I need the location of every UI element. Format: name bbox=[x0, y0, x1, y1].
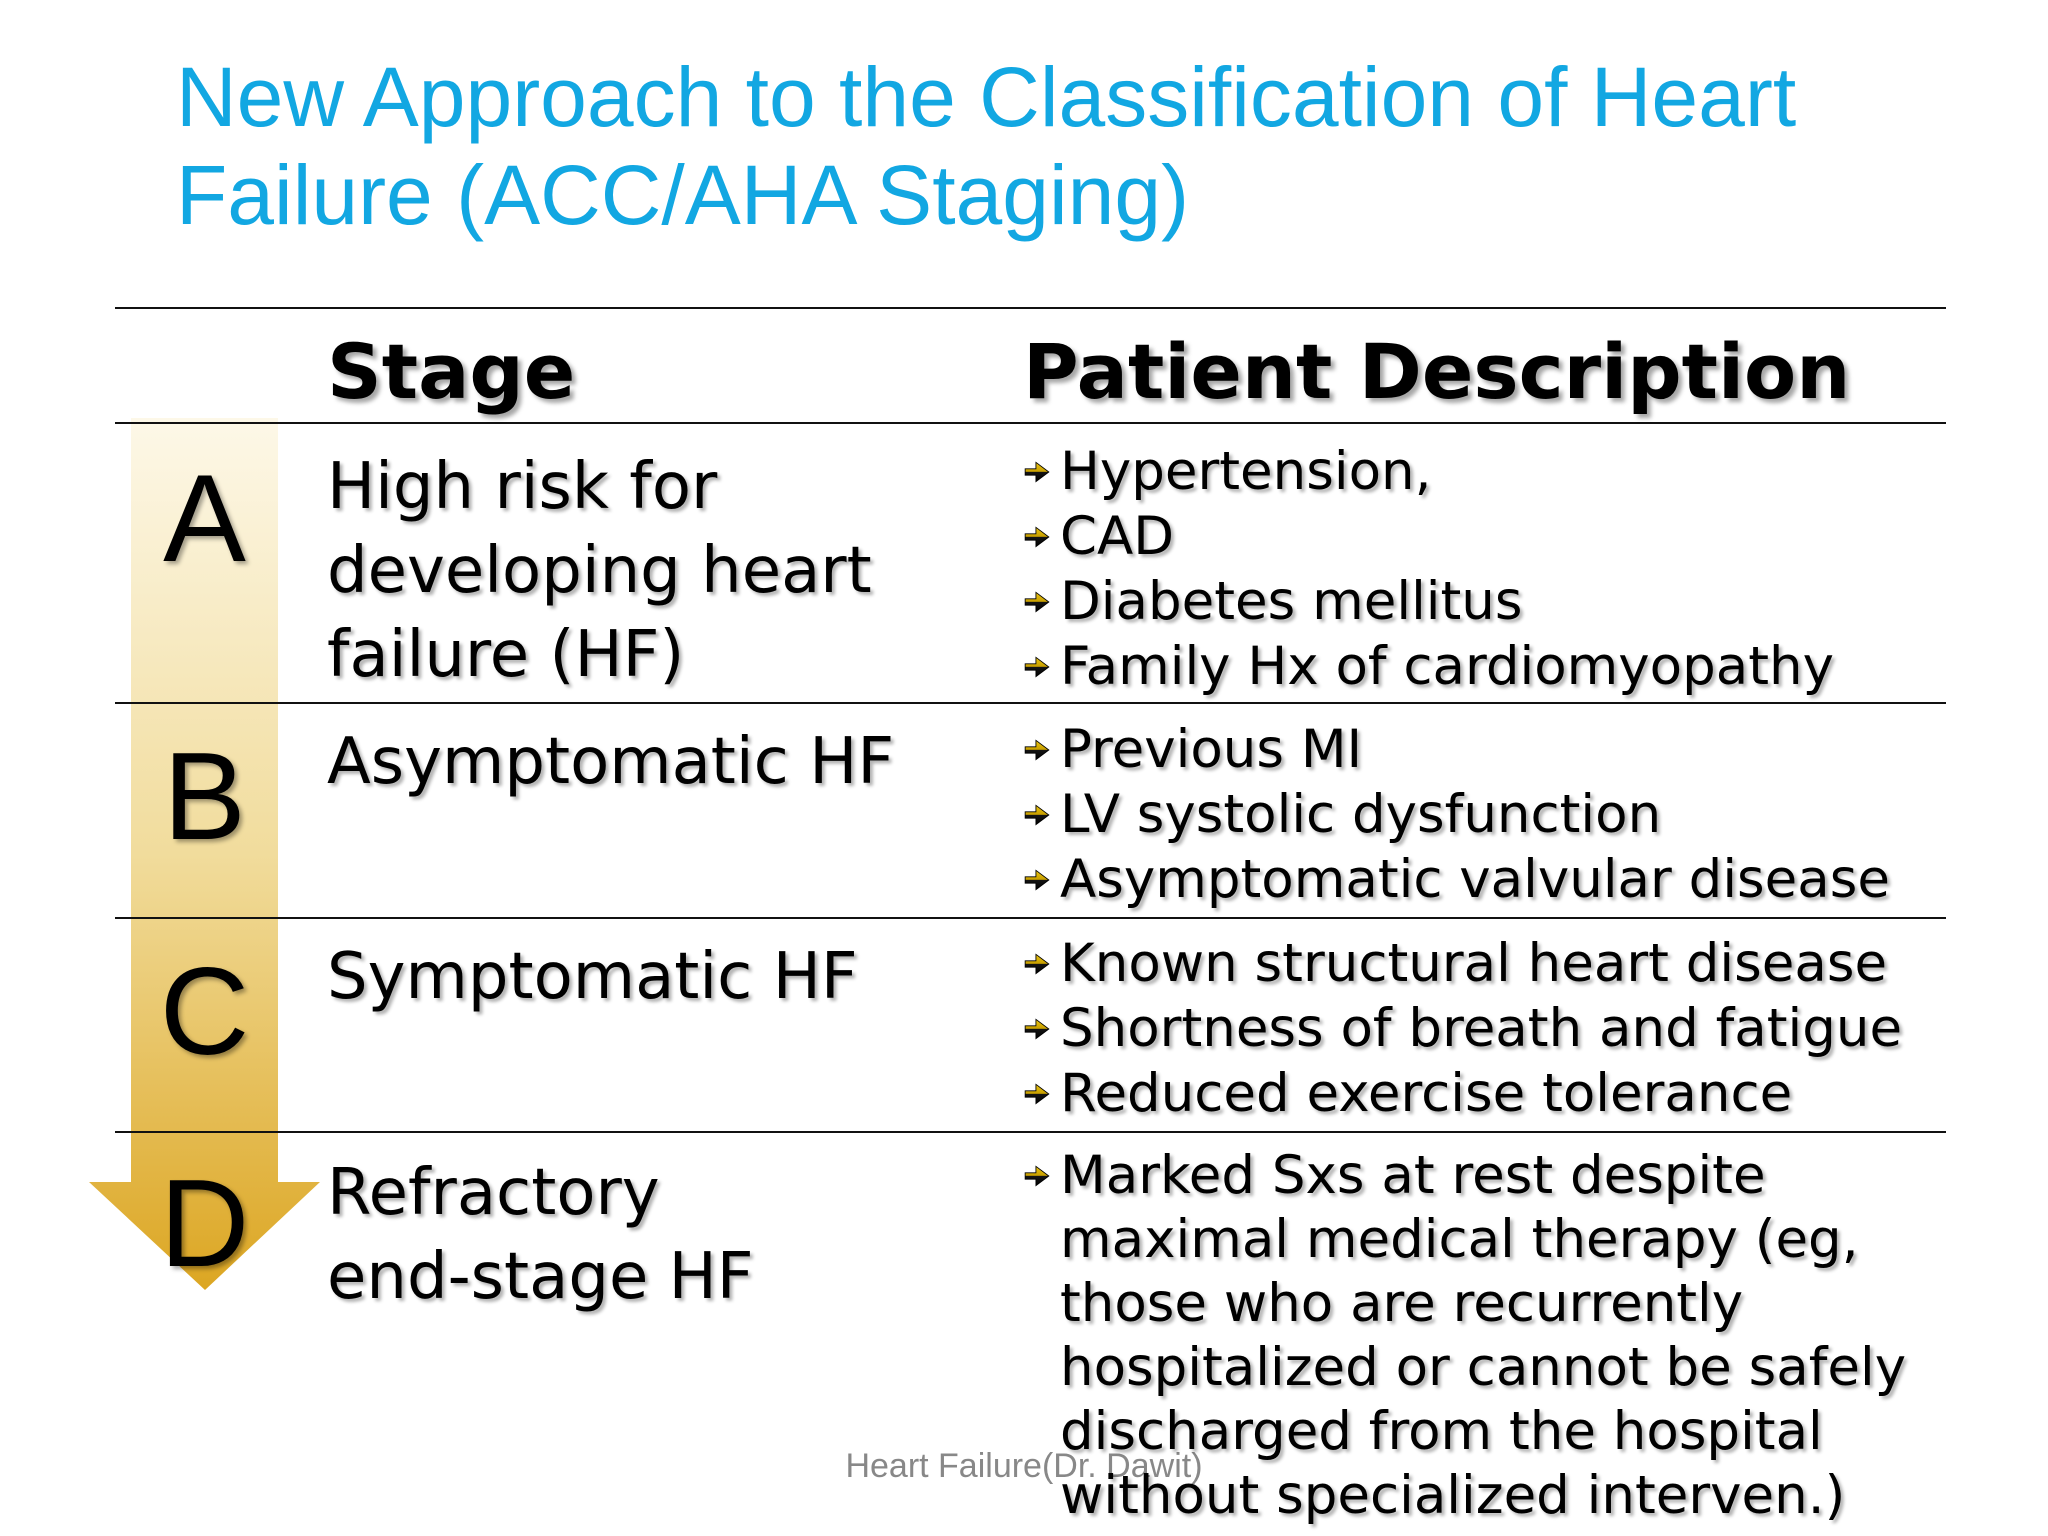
list-item-continuation: hospitalized or cannot be safely bbox=[1060, 1337, 1907, 1398]
header-stage: Stage bbox=[327, 327, 576, 416]
arrow-bullet-icon bbox=[1023, 653, 1060, 681]
stage-name-a bbox=[327, 445, 872, 697]
list-item bbox=[1023, 931, 1902, 996]
arrow-bullet-icon bbox=[1023, 950, 1060, 978]
stage-name-line: Symptomatic HF bbox=[327, 940, 858, 1014]
stage-name-line: end-stage HF bbox=[327, 1240, 754, 1314]
arrow-bullet-icon bbox=[1023, 866, 1060, 894]
list-item-continuation: without specialized interven.) bbox=[1060, 1465, 1846, 1526]
stage-letter-b: B bbox=[163, 728, 246, 866]
list-item bbox=[1023, 569, 1834, 634]
list-item bbox=[1023, 439, 1834, 504]
list-item-text: Reduced exercise tolerance bbox=[1060, 1063, 1793, 1124]
row-divider-b-c bbox=[115, 917, 1946, 919]
table-top-rule bbox=[115, 307, 1946, 309]
list-item-continuation: those who are recurrently bbox=[1060, 1273, 1744, 1334]
arrow-bullet-icon bbox=[1023, 801, 1060, 829]
slide-title-line-1: New Approach to the Classification of Heart bbox=[176, 50, 1797, 144]
stage-name-line: developing heart bbox=[327, 534, 872, 608]
description-list-a bbox=[1023, 439, 1834, 699]
list-item bbox=[1023, 782, 1890, 847]
list-item-continuation: discharged from the hospital bbox=[1060, 1401, 1823, 1462]
arrow-bullet-icon bbox=[1023, 736, 1060, 764]
description-list-c bbox=[1023, 931, 1902, 1126]
list-item-text: CAD bbox=[1060, 506, 1175, 567]
arrow-bullet-icon bbox=[1023, 458, 1060, 486]
arrow-bullet-icon bbox=[1023, 523, 1060, 551]
stage-name-d bbox=[327, 1151, 754, 1319]
list-item-continuation: maximal medical therapy (eg, bbox=[1060, 1209, 1859, 1270]
stage-letter-a: A bbox=[163, 450, 246, 588]
row-divider-a-b bbox=[115, 702, 1946, 704]
arrow-bullet-icon bbox=[1023, 1015, 1060, 1043]
list-item-text: Known structural heart disease bbox=[1060, 933, 1888, 994]
list-item bbox=[1023, 996, 1902, 1061]
slide-title bbox=[176, 48, 1796, 244]
header-bottom-rule bbox=[115, 422, 1946, 424]
slide-title-line-2: Failure (ACC/AHA Staging) bbox=[176, 148, 1190, 242]
stage-letter-d: D bbox=[159, 1155, 250, 1293]
list-item bbox=[1023, 1061, 1902, 1126]
stage-name-b bbox=[327, 720, 894, 804]
list-item-text: Diabetes mellitus bbox=[1060, 571, 1523, 632]
list-item bbox=[1023, 717, 1890, 782]
arrow-bullet-icon bbox=[1023, 1080, 1060, 1108]
stage-letter-c: C bbox=[159, 943, 250, 1081]
list-item bbox=[1023, 1144, 1906, 1208]
arrow-bullet-icon bbox=[1023, 1162, 1060, 1190]
list-item-text: Shortness of breath and fatigue bbox=[1060, 998, 1903, 1059]
row-divider-c-d bbox=[115, 1131, 1946, 1133]
slide-footer: Heart Failure(Dr. Dawit) bbox=[845, 1447, 1203, 1485]
stage-name-line: failure (HF) bbox=[327, 618, 685, 692]
list-item bbox=[1023, 847, 1890, 912]
list-item-text: Hypertension, bbox=[1060, 441, 1432, 502]
list-item-text: Asymptomatic valvular disease bbox=[1060, 849, 1890, 910]
list-item-text: LV systolic dysfunction bbox=[1060, 784, 1662, 845]
header-patient-description: Patient Description bbox=[1023, 327, 1851, 416]
description-list-b bbox=[1023, 717, 1890, 912]
description-list-d bbox=[1023, 1144, 1906, 1528]
list-item bbox=[1023, 504, 1834, 569]
stage-name-c bbox=[327, 935, 858, 1019]
stage-name-line: Refractory bbox=[327, 1156, 660, 1230]
arrow-bullet-icon bbox=[1023, 588, 1060, 616]
list-item-text: Previous MI bbox=[1060, 719, 1363, 780]
list-item-text: Family Hx of cardiomyopathy bbox=[1060, 636, 1834, 697]
stage-name-line: High risk for bbox=[327, 450, 718, 524]
stage-name-line: Asymptomatic HF bbox=[327, 725, 895, 799]
list-item bbox=[1023, 634, 1834, 699]
list-item-text: Marked Sxs at rest despite bbox=[1060, 1145, 1766, 1206]
